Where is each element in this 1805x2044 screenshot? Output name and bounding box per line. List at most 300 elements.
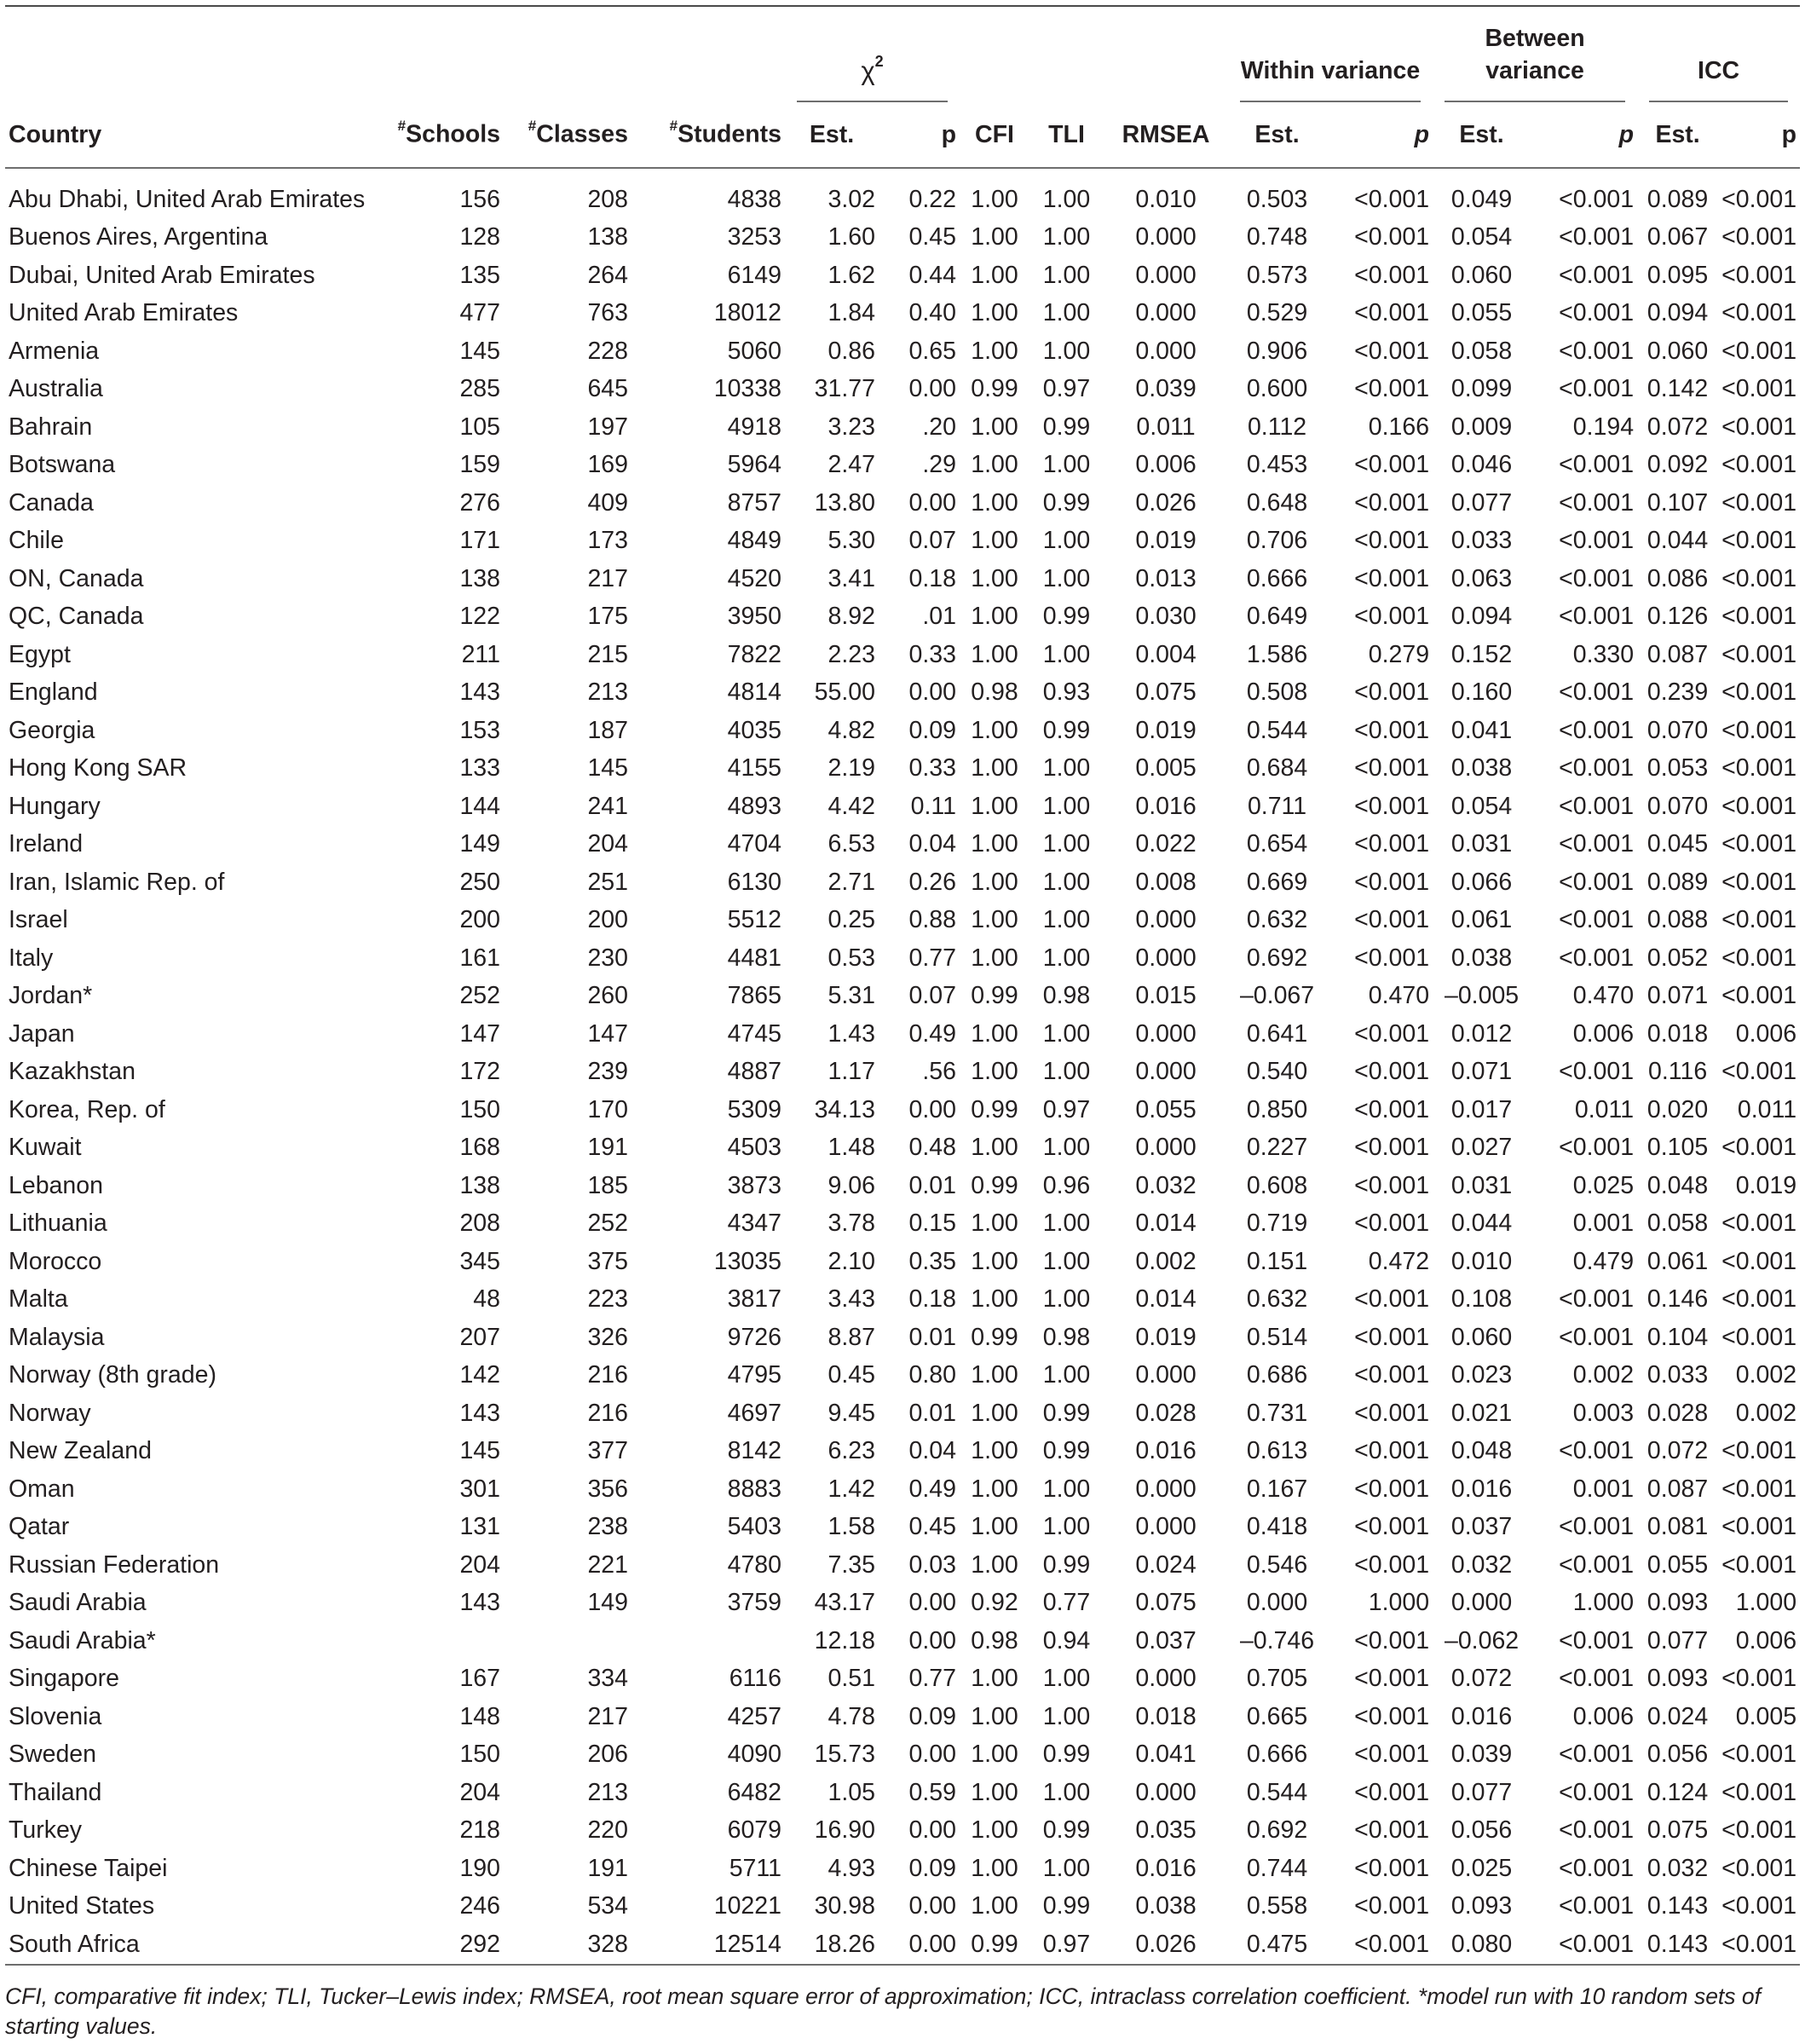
table-cell: <0.001 [1559, 678, 1635, 707]
table-cell: 0.77 [1042, 1589, 1091, 1617]
table-cell: 0.006 [1135, 451, 1197, 479]
table-cell: 9.45 [828, 1399, 875, 1427]
table-cell: 0.706 [1246, 527, 1308, 555]
country-cell: Kazakhstan [9, 1058, 136, 1086]
table-cell: 128 [459, 223, 500, 251]
table-cell: 0.089 [1646, 185, 1709, 213]
table-cell: 191 [587, 1134, 628, 1162]
table-cell: 0.239 [1646, 678, 1709, 707]
table-cell: 1.00 [1042, 1665, 1091, 1693]
table-cell: <0.001 [1721, 261, 1797, 289]
table-cell: 0.151 [1246, 1247, 1308, 1275]
table-cell: 143 [459, 1589, 500, 1617]
table-cell: 8883 [727, 1475, 781, 1503]
table-cell: <0.001 [1559, 261, 1635, 289]
table-cell: 0.094 [1450, 603, 1513, 631]
table-cell: <0.001 [1354, 564, 1430, 592]
table-cell: 4780 [727, 1550, 781, 1579]
table-cell: 1.00 [971, 564, 1018, 592]
table-cell: <0.001 [1721, 185, 1797, 213]
table-cell: <0.001 [1354, 1854, 1430, 1882]
table-row [5, 939, 1800, 978]
table-cell: 1.00 [1042, 944, 1091, 972]
table-cell: 3.78 [828, 1210, 875, 1238]
table-cell: 0.160 [1450, 678, 1513, 707]
table-cell: 204 [459, 1550, 500, 1579]
table-cell: 0.99 [971, 1095, 1018, 1123]
table-cell: 0.44 [908, 261, 957, 289]
table-cell: 0.472 [1368, 1247, 1430, 1275]
table-cell: 409 [587, 488, 628, 517]
table-cell: 0.744 [1246, 1854, 1308, 1882]
table-cell: <0.001 [1721, 830, 1797, 858]
table-cell: 251 [587, 868, 628, 896]
table-cell: 0.18 [908, 1285, 957, 1314]
table-cell: 0.022 [1135, 830, 1197, 858]
table-cell: 34.13 [814, 1095, 875, 1123]
table-cell: <0.001 [1721, 337, 1797, 365]
table-cell: 0.017 [1450, 1095, 1513, 1123]
table-cell: 0.654 [1246, 830, 1308, 858]
table-cell: 15.73 [814, 1741, 875, 1769]
table-cell: 0.072 [1450, 1665, 1513, 1693]
table-cell: 5711 [729, 1854, 781, 1882]
table-cell: 6116 [729, 1665, 781, 1693]
table-cell: 0.058 [1646, 1210, 1709, 1238]
table-cell: 213 [587, 1778, 628, 1806]
table-row [5, 1812, 1800, 1851]
table-cell: 131 [459, 1513, 500, 1541]
table-row [5, 1698, 1800, 1736]
table-cell: 0.010 [1135, 185, 1197, 213]
table-cell: 0.692 [1246, 1816, 1308, 1845]
table-cell: 1.00 [1042, 261, 1091, 289]
table-cell: <0.001 [1354, 1475, 1430, 1503]
table-cell: 5.30 [828, 527, 875, 555]
table-cell: 1.00 [1042, 337, 1091, 365]
table-cell: 0.544 [1246, 716, 1308, 744]
table-cell: 0.032 [1646, 1854, 1709, 1882]
table-cell: <0.001 [1721, 223, 1797, 251]
table-cell: 0.09 [908, 716, 957, 744]
table-cell: 0.031 [1450, 830, 1513, 858]
country-cell: Lebanon [9, 1171, 103, 1199]
table-cell: 1.00 [971, 1361, 1018, 1389]
table-cell: <0.001 [1354, 1399, 1430, 1427]
table-cell: 0.705 [1246, 1665, 1308, 1693]
table-cell: 0.124 [1646, 1778, 1709, 1806]
table-cell: 1.00 [971, 1513, 1018, 1541]
table-cell: <0.001 [1354, 1626, 1430, 1654]
table-cell: 1.00 [971, 944, 1018, 972]
country-cell: Slovenia [9, 1702, 102, 1730]
table-cell: 48 [473, 1285, 500, 1314]
table-cell: <0.001 [1354, 185, 1430, 213]
table-cell: 0.037 [1135, 1626, 1197, 1654]
table-cell: 0.000 [1135, 1134, 1197, 1162]
table-cell: 143 [459, 1399, 500, 1427]
table-cell: 1.00 [971, 868, 1018, 896]
table-cell: <0.001 [1354, 337, 1430, 365]
table-cell: <0.001 [1354, 1665, 1430, 1693]
table-cell: <0.001 [1721, 640, 1797, 668]
table-cell: 0.641 [1246, 1019, 1308, 1048]
table-cell: 0.77 [908, 944, 957, 972]
table-cell: <0.001 [1721, 1513, 1797, 1541]
table-cell: 4.93 [828, 1854, 875, 1882]
table-cell: 0.07 [908, 527, 957, 555]
table-cell: 0.077 [1450, 1778, 1513, 1806]
table-cell: 0.093 [1450, 1892, 1513, 1920]
table-cell: 0.92 [971, 1589, 1018, 1617]
table-cell: <0.001 [1354, 1816, 1430, 1845]
table-cell: 0.004 [1135, 640, 1197, 668]
table-cell: <0.001 [1354, 868, 1430, 896]
country-cell: New Zealand [9, 1437, 152, 1465]
table-cell: 1.00 [971, 1550, 1018, 1579]
table-cell: 0.005 [1735, 1702, 1797, 1730]
table-cell: 0.104 [1646, 1323, 1709, 1351]
table-cell: <0.001 [1559, 1323, 1635, 1351]
table-cell: <0.001 [1354, 261, 1430, 289]
table-cell: 145 [587, 754, 628, 782]
table-cell: 148 [459, 1702, 500, 1730]
table-cell: 1.00 [971, 1399, 1018, 1427]
column-header-5: p [879, 102, 960, 168]
table-cell: 0.99 [1042, 1741, 1091, 1769]
table-cell: 0.056 [1646, 1741, 1709, 1769]
table-cell: 4745 [727, 1019, 781, 1048]
table-cell: <0.001 [1559, 906, 1635, 934]
table-cell: 0.98 [1042, 982, 1091, 1010]
table-cell: 0.11 [910, 792, 957, 820]
table-cell: 0.711 [1247, 792, 1307, 820]
table-cell: <0.001 [1559, 792, 1635, 820]
table-cell: 0.001 [1572, 1475, 1635, 1503]
table-cell: 1.000 [1735, 1589, 1797, 1617]
table-cell: 0.025 [1450, 1854, 1513, 1882]
table-cell: 0.075 [1135, 678, 1197, 707]
table-cell: 1.60 [828, 223, 875, 251]
table-cell: 230 [587, 944, 628, 972]
table-cell: 326 [587, 1323, 628, 1351]
table-cell: 0.98 [971, 678, 1018, 707]
table-cell: 0.024 [1646, 1702, 1709, 1730]
table-cell: 0.99 [1042, 1437, 1091, 1465]
table-cell: 0.09 [908, 1854, 957, 1882]
table-cell: 0.033 [1450, 527, 1513, 555]
table-cell: 145 [459, 337, 500, 365]
table-cell: 0.031 [1450, 1171, 1513, 1199]
table-cell: 1.00 [971, 1854, 1018, 1882]
table-body [5, 168, 1800, 1965]
table-cell: 0.529 [1246, 299, 1308, 327]
table-cell: 0.649 [1246, 603, 1308, 631]
table-cell: 1.00 [971, 1058, 1018, 1086]
table-row [5, 1850, 1800, 1888]
table-cell: 3253 [727, 223, 781, 251]
table-cell: 220 [587, 1816, 628, 1845]
table-cell: 159 [459, 451, 500, 479]
country-cell: Buenos Aires, Argentina [9, 223, 268, 251]
table-cell: 1.000 [1572, 1589, 1635, 1617]
table-cell: 8.87 [828, 1323, 875, 1351]
table-cell: <0.001 [1559, 603, 1635, 631]
table-cell: 0.000 [1135, 1665, 1197, 1693]
table-cell: 4849 [727, 527, 781, 555]
table-cell: 122 [459, 603, 500, 631]
table-row [5, 598, 1800, 637]
table-cell: <0.001 [1354, 1095, 1430, 1123]
table-cell: 250 [459, 868, 500, 896]
country-cell: Botswana [9, 451, 116, 479]
table-cell: 0.006 [1735, 1626, 1797, 1654]
table-cell: 0.048 [1450, 1437, 1513, 1465]
table-cell: 0.03 [908, 1550, 957, 1579]
table-cell: <0.001 [1559, 754, 1635, 782]
table-cell: 0.019 [1135, 527, 1197, 555]
table-cell: 0.032 [1135, 1171, 1197, 1199]
column-header-14: p [1718, 102, 1800, 168]
table-cell: 0.00 [908, 488, 957, 517]
table-cell: 0.055 [1646, 1550, 1709, 1579]
table-cell: 4893 [727, 792, 781, 820]
table-cell: <0.001 [1721, 906, 1797, 934]
table-cell: <0.001 [1559, 527, 1635, 555]
table-cell: 0.143 [1637, 1926, 1718, 1965]
table-row [5, 1470, 1800, 1509]
table-cell: 0.152 [1450, 640, 1513, 668]
column-header-3: #Students [631, 102, 785, 168]
table-cell: 0.665 [1246, 1702, 1308, 1730]
table-cell: 0.850 [1246, 1095, 1308, 1123]
table-cell: 1.00 [971, 413, 1018, 441]
table-cell: <0.001 [1354, 488, 1430, 517]
table-cell: <0.001 [1559, 830, 1635, 858]
table-cell: <0.001 [1354, 451, 1430, 479]
table-row [5, 1054, 1800, 1092]
country-cell: Kuwait [9, 1134, 82, 1162]
column-header-4: Est. [785, 102, 879, 168]
table-cell: 0.016 [1450, 1702, 1513, 1730]
table-row [5, 219, 1800, 257]
table-cell: 1.00 [971, 1778, 1018, 1806]
table-cell: 1.00 [1042, 564, 1091, 592]
table-cell: <0.001 [1559, 868, 1635, 896]
table-cell: 216 [587, 1361, 628, 1389]
table-cell: 6149 [727, 261, 781, 289]
table-cell: 0.019 [1735, 1171, 1797, 1199]
table-cell: <0.001 [1721, 1285, 1797, 1314]
table-cell: 1.00 [971, 1247, 1018, 1275]
table-cell: 0.99 [971, 982, 1018, 1010]
table-cell: <0.001 [1354, 678, 1430, 707]
table-cell: 0.003 [1572, 1399, 1635, 1427]
table-cell: 7822 [727, 640, 781, 668]
table-cell: <0.001 [1721, 982, 1797, 1010]
table-cell: .56 [922, 1058, 957, 1086]
table-cell: 0.016 [1135, 1854, 1197, 1882]
table-cell: 221 [587, 1550, 628, 1579]
table-cell: 223 [587, 1285, 628, 1314]
table-cell: 0.99 [960, 1926, 1029, 1965]
table-cell: 216 [587, 1399, 628, 1427]
table-cell: 0.99 [1042, 603, 1091, 631]
table-cell: <0.001 [1354, 603, 1430, 631]
table-cell: 4155 [727, 754, 781, 782]
table-cell: 0.058 [1450, 337, 1513, 365]
table-cell: 1.00 [1042, 792, 1091, 820]
table-cell: 9.06 [828, 1171, 875, 1199]
table-cell: 4.42 [828, 792, 875, 820]
table-cell: 0.045 [1646, 830, 1709, 858]
table-cell: 328 [504, 1926, 631, 1965]
table-cell: <0.001 [1559, 451, 1635, 479]
table-cell: 1.00 [1042, 1134, 1091, 1162]
table-cell: 1.00 [1042, 640, 1091, 668]
table-cell: 0.479 [1572, 1247, 1635, 1275]
table-cell: 0.648 [1246, 488, 1308, 517]
table-cell: 0.45 [908, 223, 957, 251]
column-header-11: Est. [1433, 102, 1531, 168]
table-row [5, 295, 1800, 333]
table-cell: 4257 [727, 1702, 781, 1730]
table-cell: 0.07 [908, 982, 957, 1010]
table-cell: 0.072 [1646, 1437, 1709, 1465]
table-cell: <0.001 [1721, 527, 1797, 555]
table-cell: 6.53 [828, 830, 875, 858]
table-cell: 0.016 [1450, 1475, 1513, 1503]
table-cell: 0.077 [1450, 488, 1513, 517]
table-cell: 1.00 [1042, 1513, 1091, 1541]
table-row [5, 1433, 1800, 1471]
table-row [5, 1167, 1800, 1205]
between-variance-group-header: Between variance [1433, 9, 1637, 102]
table-cell: 0.039 [1450, 1741, 1513, 1769]
table-cell: 0.126 [1646, 603, 1709, 631]
table-cell: 142 [459, 1361, 500, 1389]
table-cell: 1.00 [971, 1285, 1018, 1314]
table-cell: 0.632 [1246, 906, 1308, 934]
table-cell: 4795 [727, 1361, 781, 1389]
table-row [5, 168, 1800, 219]
table-cell: 0.194 [1572, 413, 1635, 441]
table-cell: 1.00 [971, 185, 1018, 213]
table-cell: 0.015 [1135, 982, 1197, 1010]
table-cell: <0.001 [1559, 944, 1635, 972]
table-row [5, 408, 1800, 447]
country-cell: Malaysia [9, 1323, 105, 1351]
table-cell: 4814 [727, 678, 781, 707]
table-cell [631, 1622, 785, 1660]
table-cell: 301 [459, 1475, 500, 1503]
table-cell: 0.028 [1135, 1399, 1197, 1427]
table-cell: 7.35 [828, 1550, 875, 1579]
table-cell: 0.087 [1646, 640, 1709, 668]
table-row [5, 902, 1800, 940]
country-cell: Dubai, United Arab Emirates [9, 261, 315, 289]
table-cell: 1.00 [1042, 299, 1091, 327]
table-row [5, 1774, 1800, 1812]
table-cell: 12514 [631, 1926, 785, 1965]
column-header-0: Country [5, 102, 372, 168]
table-cell: 18.26 [785, 1926, 879, 1965]
table-cell: 4.78 [828, 1702, 875, 1730]
table-cell: <0.001 [1559, 1058, 1635, 1086]
table-cell: 3.23 [828, 413, 875, 441]
table-cell: 0.719 [1246, 1210, 1308, 1238]
table-cell: –0.062 [1444, 1626, 1520, 1654]
table-cell: 0.666 [1246, 564, 1308, 592]
table-cell: 4697 [727, 1399, 781, 1427]
country-cell: Saudi Arabia* [9, 1626, 156, 1654]
table-cell: 8.92 [828, 603, 875, 631]
table-cell: 0.046 [1450, 451, 1513, 479]
table-cell: <0.001 [1721, 944, 1797, 972]
table-cell: 1.00 [1042, 223, 1091, 251]
table-cell: 0.45 [828, 1361, 875, 1389]
table-cell: 0.011 [1136, 413, 1196, 441]
table-cell: 0.025 [1572, 1171, 1635, 1199]
table-cell: <0.001 [1354, 1210, 1430, 1238]
table-row [5, 1736, 1800, 1775]
table-cell: 0.037 [1450, 1513, 1513, 1541]
table-cell: 0.019 [1135, 1323, 1197, 1351]
table-cell: <0.001 [1559, 1437, 1635, 1465]
table-cell: 0.508 [1246, 678, 1308, 707]
table-cell: 0.146 [1646, 1285, 1709, 1314]
table-cell: 0.686 [1246, 1361, 1308, 1389]
table-cell: 1.00 [971, 337, 1018, 365]
table-cell: 0.48 [908, 1134, 957, 1162]
results-table [5, 9, 1800, 1966]
table-cell: <0.001 [1721, 1134, 1797, 1162]
table-cell: 0.45 [908, 1513, 957, 1541]
table-cell: 3.02 [828, 185, 875, 213]
table-cell: 0.503 [1246, 185, 1308, 213]
table-cell: 0.97 [1029, 1926, 1104, 1965]
table-cell: <0.001 [1354, 1323, 1430, 1351]
table-cell: 0.514 [1246, 1323, 1308, 1351]
table-cell: <0.001 [1354, 527, 1430, 555]
table-cell: 5060 [727, 337, 781, 365]
table-cell: <0.001 [1354, 1058, 1430, 1086]
table-cell: 138 [459, 1171, 500, 1199]
table-cell: 0.080 [1433, 1926, 1531, 1965]
table-cell: 534 [587, 1892, 628, 1920]
table-cell: <0.001 [1559, 223, 1635, 251]
table-row [5, 863, 1800, 902]
table-cell: 133 [459, 754, 500, 782]
table-cell: 1.00 [1042, 830, 1091, 858]
table-cell: 0.008 [1135, 868, 1197, 896]
table-cell: 156 [459, 185, 500, 213]
table-cell: 149 [459, 830, 500, 858]
table-cell: 1.58 [828, 1513, 875, 1541]
table-cell: 0.666 [1246, 1741, 1308, 1769]
group-header-row [5, 9, 1800, 102]
table-cell: 0.000 [1135, 261, 1197, 289]
table-cell: <0.001 [1354, 830, 1430, 858]
table-cell: <0.001 [1721, 678, 1797, 707]
table-cell: 204 [587, 830, 628, 858]
table-cell: 1.00 [1042, 906, 1091, 934]
table-cell: 375 [587, 1247, 628, 1275]
table-cell: 0.055 [1135, 1095, 1197, 1123]
table-cell: 0.071 [1450, 1058, 1513, 1086]
column-header-1: #Schools [372, 102, 504, 168]
table-cell: 105 [459, 413, 500, 441]
